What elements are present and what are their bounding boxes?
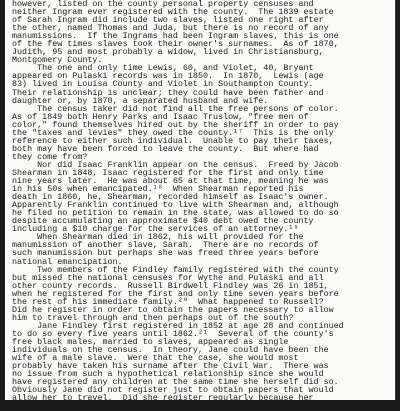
text-line: employers so insisted? (12, 401, 123, 411)
text-line: individuals on the census. In theory, Jane could have been the (12, 345, 329, 356)
text-line: death in 1860, he, Shearman, recorded himself as Isaac's owner. (12, 192, 329, 203)
text-line: color," found themselves hired out by the sheriff in order to pay (12, 119, 339, 130)
text-line: manumission of another slave, Sarah. There are no records of (12, 240, 319, 251)
text-line: when he registered for the first and only time seven years before (12, 288, 339, 299)
text-line: probably have taken his surname after the Civil War. There was (12, 361, 329, 372)
text-line: Shearman in 1848, Isaac registered for the first and only time (12, 167, 324, 178)
text-line: of the few times slaves took their owner's surnames. As of 1870, (12, 39, 339, 50)
text-line: As of 1849 both Henry Parks and Isaac Truslow, "free men of (12, 111, 309, 122)
text-line: daughter or, by 1870, a separated husband and wife. (12, 95, 269, 106)
text-line: have registered any children at the same time she herself did so. (12, 377, 339, 388)
document-body (12, 0, 394, 410)
text-line: The one and only time Lewis, 60, and Violet, 40, Bryant (12, 63, 314, 74)
text-line: the rest of his immediate family.²⁰ What happened to Russell? (12, 296, 324, 307)
text-line: Judith, 95 and most probably a widow, lived in Christiansburg, (12, 47, 324, 58)
text-line: Montgomery County. (12, 55, 103, 66)
text-line: The census taker did not find all the free persons of color. (12, 103, 339, 114)
text-line: however, listed on the county personal property censuses and (12, 0, 314, 9)
text-line: Nor did Isaac Franklin appear on the census. Freed by Jacob (12, 159, 339, 170)
text-line: of Sarah Ingram did include two slaves, listed one right after (12, 15, 324, 26)
text-line: allow her to travel. Did she register regularly because her (12, 393, 314, 404)
text-line: but missed the national censuses for Wythe and Pulaski and all (12, 272, 324, 283)
text-line: him to travel through and then perhaps out of the south? (12, 312, 294, 323)
text-line: including a $10 charge for the services of an attorney.¹⁹ (12, 224, 299, 235)
text-line: When Shearman died in 1862, his will provided for the (12, 232, 304, 243)
text-line: both may have been forced to leave the county. But where had (12, 143, 319, 154)
text-line: despite accumulating an approximate $40 debt owed the county (12, 216, 314, 227)
text-line: Obviously Jane did not register just to obtain papers that would (12, 385, 334, 396)
text-line: reference to either such individual. Unable to pay their taxes, (12, 135, 334, 146)
text-line: to do so every five years until 1862.²¹ Several of the county's (12, 328, 334, 339)
text-line: Jane Findley first registered in 1852 at age 28 and continued (12, 320, 344, 331)
document-page (5, 0, 396, 411)
text-line: such manumission but perhaps she was freed three years before (12, 248, 319, 259)
text-line: manumissions. If the Ingrams had been Ingram slaves, this is one (12, 31, 339, 42)
text-line: the other, named Thomas and Juda, but there is no record of any (12, 23, 329, 34)
text-line: wife of a male slave. Were that the case, she would most (12, 353, 299, 364)
text-line: Their relationship is unclear; they could have been father and (12, 87, 324, 98)
text-line: the "taxes and levies" they owed the county.¹⁷ This is the only (12, 127, 334, 138)
text-line: free black males, married to slaves, appeared as single (12, 336, 289, 347)
text-line: no issue from such a hypothetical relationship since she would (12, 369, 324, 380)
text-line: other county records. Russell Birdwell Findley was 26 in 1851, (12, 280, 329, 291)
text-line: nine years later. He was about 65 at that time, meaning he was (12, 176, 329, 187)
text-line: national emancipation. (12, 256, 123, 267)
text-line: Two members of the Findley family registered with the county (12, 264, 339, 275)
text-line: he filed no petition to remain in the state, was allowed to do so (12, 208, 339, 219)
text-line: appeared on Pulaski records was in 1850. In 1870, Lewis (age (12, 71, 324, 82)
text-line: they come from? (12, 151, 88, 162)
text-line: neither Ingram ever registered with the county. The 1839 estate (12, 7, 334, 18)
text-line: 83) lived in Louisa County and Violet in Southampton County. (12, 79, 314, 90)
text-line: in his 50s when emancipated.¹⁸ When Shearman reported his (12, 184, 304, 195)
text-line: Apparently Franklin continued to live with Shearman and, although (12, 200, 339, 211)
text-line: Did he register in order to obtain the papers necessary to allow (12, 304, 334, 315)
